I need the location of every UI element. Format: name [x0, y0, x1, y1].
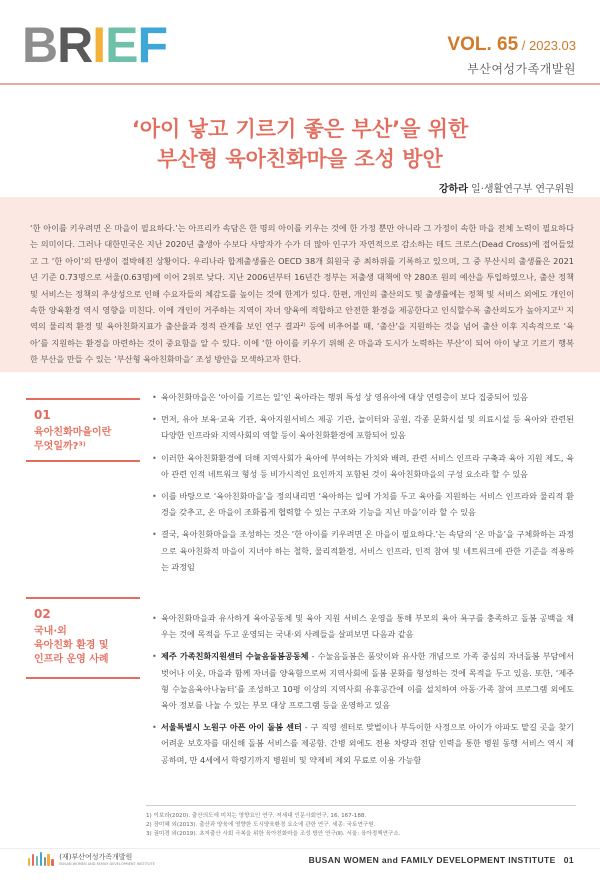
logo-bar [32, 854, 34, 866]
bullet-item [152, 719, 574, 768]
brief-logo [22, 14, 168, 73]
logo-bar [36, 856, 38, 866]
section-title-line: 육아친화 환경 및 [34, 640, 109, 651]
issue-date: / 2023.03 [518, 38, 576, 53]
section-02-heading [26, 597, 140, 679]
section-title-line: 무엇일까?³⁾ [34, 441, 86, 452]
footnote-divider [146, 805, 576, 806]
footnote: 1) 이보라(2020). 출산의도에 미치는 영향요인 연구. 저세대 인문사회연구, 16, 167-188. [146, 813, 367, 819]
logo-letter: E [105, 17, 138, 73]
bullet-text: 결국, 육아친화마을을 조성하는 것은 ‘한 아이를 키우려면 온 마을이 필요하다.’는 속담의 ‘온 마을’을 구체화하는 과정으로 육아친화적 마을이 지녀야 하는 철학, 물리적환경, 서비스 인프라, 인적 참여 및 네트워크에 관한 기준을 적용하는 과정임 [161, 529, 574, 572]
bullet-heading: 제주 가족친화지원센터 수눌음돌봄공동체 [161, 651, 309, 662]
author-name: 강하라 [438, 184, 468, 195]
footer-org-block [59, 852, 155, 866]
bullet-text: 육아친화마을은 ‘아이를 기르는 일’인 육아라는 행위 특성 상 영유아에 대상 연령층이 보다 집중되어 있음 [161, 392, 528, 402]
section-number: 02 [34, 607, 51, 621]
footer-divider [0, 848, 600, 849]
logo-bar [40, 852, 42, 866]
bullet-item [152, 450, 574, 482]
logo-letter: I [92, 17, 106, 73]
logo-letter: F [137, 17, 168, 73]
footer-institute-name: BUSAN WOMEN and FAMILY DEVELOPMENT INSTITUTE [308, 855, 556, 865]
bullet-text: 먼저, 유아 보육·교육 기관, 육아지원서비스 제공 기관, 놀이터와 공원, 각종 문화시설 및 의료시설 등 육아와 관련된 다양한 인프라와 지역사회의 역할 등이 육아친화환경에 포함되어 있음 [161, 414, 574, 441]
title-line-2: 부산형 육아친화마을 조성 방안 [157, 147, 443, 171]
footer-logo [28, 852, 155, 866]
bullet-item [152, 389, 574, 405]
footer-institute [309, 855, 574, 865]
page-number: 01 [563, 855, 574, 865]
bullet-item [152, 610, 574, 642]
bullet-item [152, 648, 574, 713]
footnote: 3) 권미경 외(2019). 초저출산 사회 극복을 위한 육아친화마을 조성 방안 연구(Ⅱ). 서울: 육아정책연구소. [146, 831, 401, 837]
institute-logo-icon [28, 852, 55, 866]
bullet-text: - 수눌음돌봄은 품앗이와 유사한 개념으로 가족 중심의 자녀돌봄 부담에서 벗어나 이웃, 마을과 함께 자녀를 양육함으로써 지역사회에 돌봄 문화를 형성하는 것에 목적을 두고 있음. 또한, ‘제주형 수눌음육아나눔터’를 조성하고 10평 이상의 지역사회 유휴공간에 이를 설치하여 아동·가족 참여 프로그램 외에도 육아 정보를 나눌 수 있는 부모 대상 프로그램 등을 운영하고 있음 [161, 651, 575, 711]
author-byline [439, 180, 574, 195]
bullet-heading: 서울특별시 노원구 아픈 아이 돌봄 센터 [161, 722, 302, 733]
section-02-bullets [152, 610, 574, 774]
bullet-text: - 구 직영 센터로 맞벌이나 부득이한 사정으로 아이가 아파도 맡길 곳을 찾기 어려운 보호자를 대신해 돌봄 서비스를 제공함. 간병 외에도 전용 차량과 전담 인력을 통한 병원 동행 서비스 역시 제공하며, 만 4세에서 학령기까지 병원비 및 약제비 제외 무료로 이용 가능함 [161, 722, 574, 765]
bullet-text: 이러한 육아친화환경에 더해 지역사회가 육아에 부여하는 가치와 배려, 관련 서비스 인프라 구축과 육아 지원 제도, 육아 관련 인적 네트워크 형성 등 비가시적인 요인까지 포함된 것이 육아친화마을의 구성 요소라 할 수 있음 [161, 452, 574, 479]
abstract-text: ‘한 아이를 키우려면 온 마을이 필요하다.’는 아프리카 속담은 한 명의 아이를 키우는 것에 한 가정 뿐만 아니라 그 가정이 속한 마을 전체 노력이 필요하다는 의미이다. 그러나 대한민국은 지난 2020년 출생아 수보다 사망자가 수가 더 많아 인구가 자연적으로 감소하는 데드 크로스(Dead Cross)에 접어들었고 그 ‘한 아이’의 탄생이 절박해진 상황이다. 우리나라 합계출생률은 OECD 38개 회원국 중 최하위를 기록하고 있으며, 그 중 부산시의 출생률은 2021년 기준 0.73명으로 서울(0.63명)에 이어 2위로 낮다. 지난 2006년부터 16년간 정부는 저출생 대책에 약 280조 원의 예산을 투입하였으나, 출산 정책 및 서비스는 정책의 추상성으로 인해 수요자들의 체감도를 높이는 것에 한계가 있다. 한편, 개인의 출산의도 및 출생률에는 정책 및 서비스 외에도 개인이 속한 양육환경 역시 영향을 미친다. 이에 개인이 거주하는 지역이 자녀 양육에 적합하고 안전한 환경을 제공한다고 인식할수록 출산의도가 높아지고¹⁾ 지역의 물리적 환경 및 육아친화지표가 출산율과 정적 관계를 보인 연구 결과²⁾ 등에 비추어볼 때, ‘출산’을 지원하는 것을 넘어 출산 이후 지속적으로 ‘육아’를 지원하는 환경을 마련하는 것이 중요함을 알 수 있다. 이에 ‘한 아이를 키우기 위해 온 마을과 도시가 노력하는 부산’이 되어 아이 낳고 기르기 행복한 부산을 만들 수 있는 ‘부산형 육아친화마을’ 조성 방안을 모색하고자 한다. [30, 223, 574, 365]
bullet-item [152, 526, 574, 575]
section-title-line: 육아친화마을이란 [34, 427, 112, 438]
logo-bar [44, 857, 46, 866]
logo-bar [28, 858, 30, 866]
logo-letter: B [22, 17, 58, 73]
bullet-text: 이를 바탕으로 ‘육아친화마을’을 정의내리면 ‘육아하는 일에 가치를 두고 육아를 지원하는 서비스 인프라와 물리적 환경을 갖추고, 온 마을이 조화롭게 협력할 수 있는 구조와 기능을 지닌 마을’이라 할 수 있음 [161, 491, 574, 518]
page-title [0, 114, 600, 174]
title-line-1: ‘아이 낳고 기르기 좋은 부산’을 위한 [131, 117, 469, 141]
bullet-text: 육아친화마을과 유사하게 육아공동체 및 육아 지원 서비스 운영을 통해 부모의 육아 욕구를 충족하고 돌봄 공백을 채우는 것에 목적을 두고 운영되는 국내·외 사례들을 살펴보면 다음과 같음 [161, 613, 574, 640]
section-number: 01 [34, 408, 51, 422]
footer-org-english: BUSAN WOMEN AND FAMILY DEVELOPMENT INSTITUTE [59, 862, 155, 866]
logo-bar [47, 854, 49, 866]
volume-number: VOL. 65 [447, 34, 519, 55]
author-role: 일·생활연구부 연구위원 [467, 184, 574, 195]
bullet-item [152, 488, 574, 520]
logo-letter: R [57, 17, 93, 73]
issue-volume [447, 34, 576, 56]
logo-bar [51, 859, 53, 866]
section-title-line: 인프라 운영 사례 [34, 654, 109, 665]
publisher-name: 부산여성가족개발원 [467, 62, 576, 76]
header-divider [0, 83, 600, 85]
footer-org-name: (재)부산여성가족개발원 [59, 853, 133, 861]
footnotes [146, 812, 576, 839]
footnote: 2) 장미혜 외(2013). 출산과 양육에 영향한 도시양육환경 요소에 관한 연구. 세종: 국토연구원. [146, 822, 376, 828]
section-title-line: 국내·외 [34, 626, 67, 637]
section-01-heading [26, 398, 140, 462]
issue-info [447, 34, 576, 77]
section-01-bullets [152, 389, 574, 581]
bullet-item [152, 411, 574, 443]
